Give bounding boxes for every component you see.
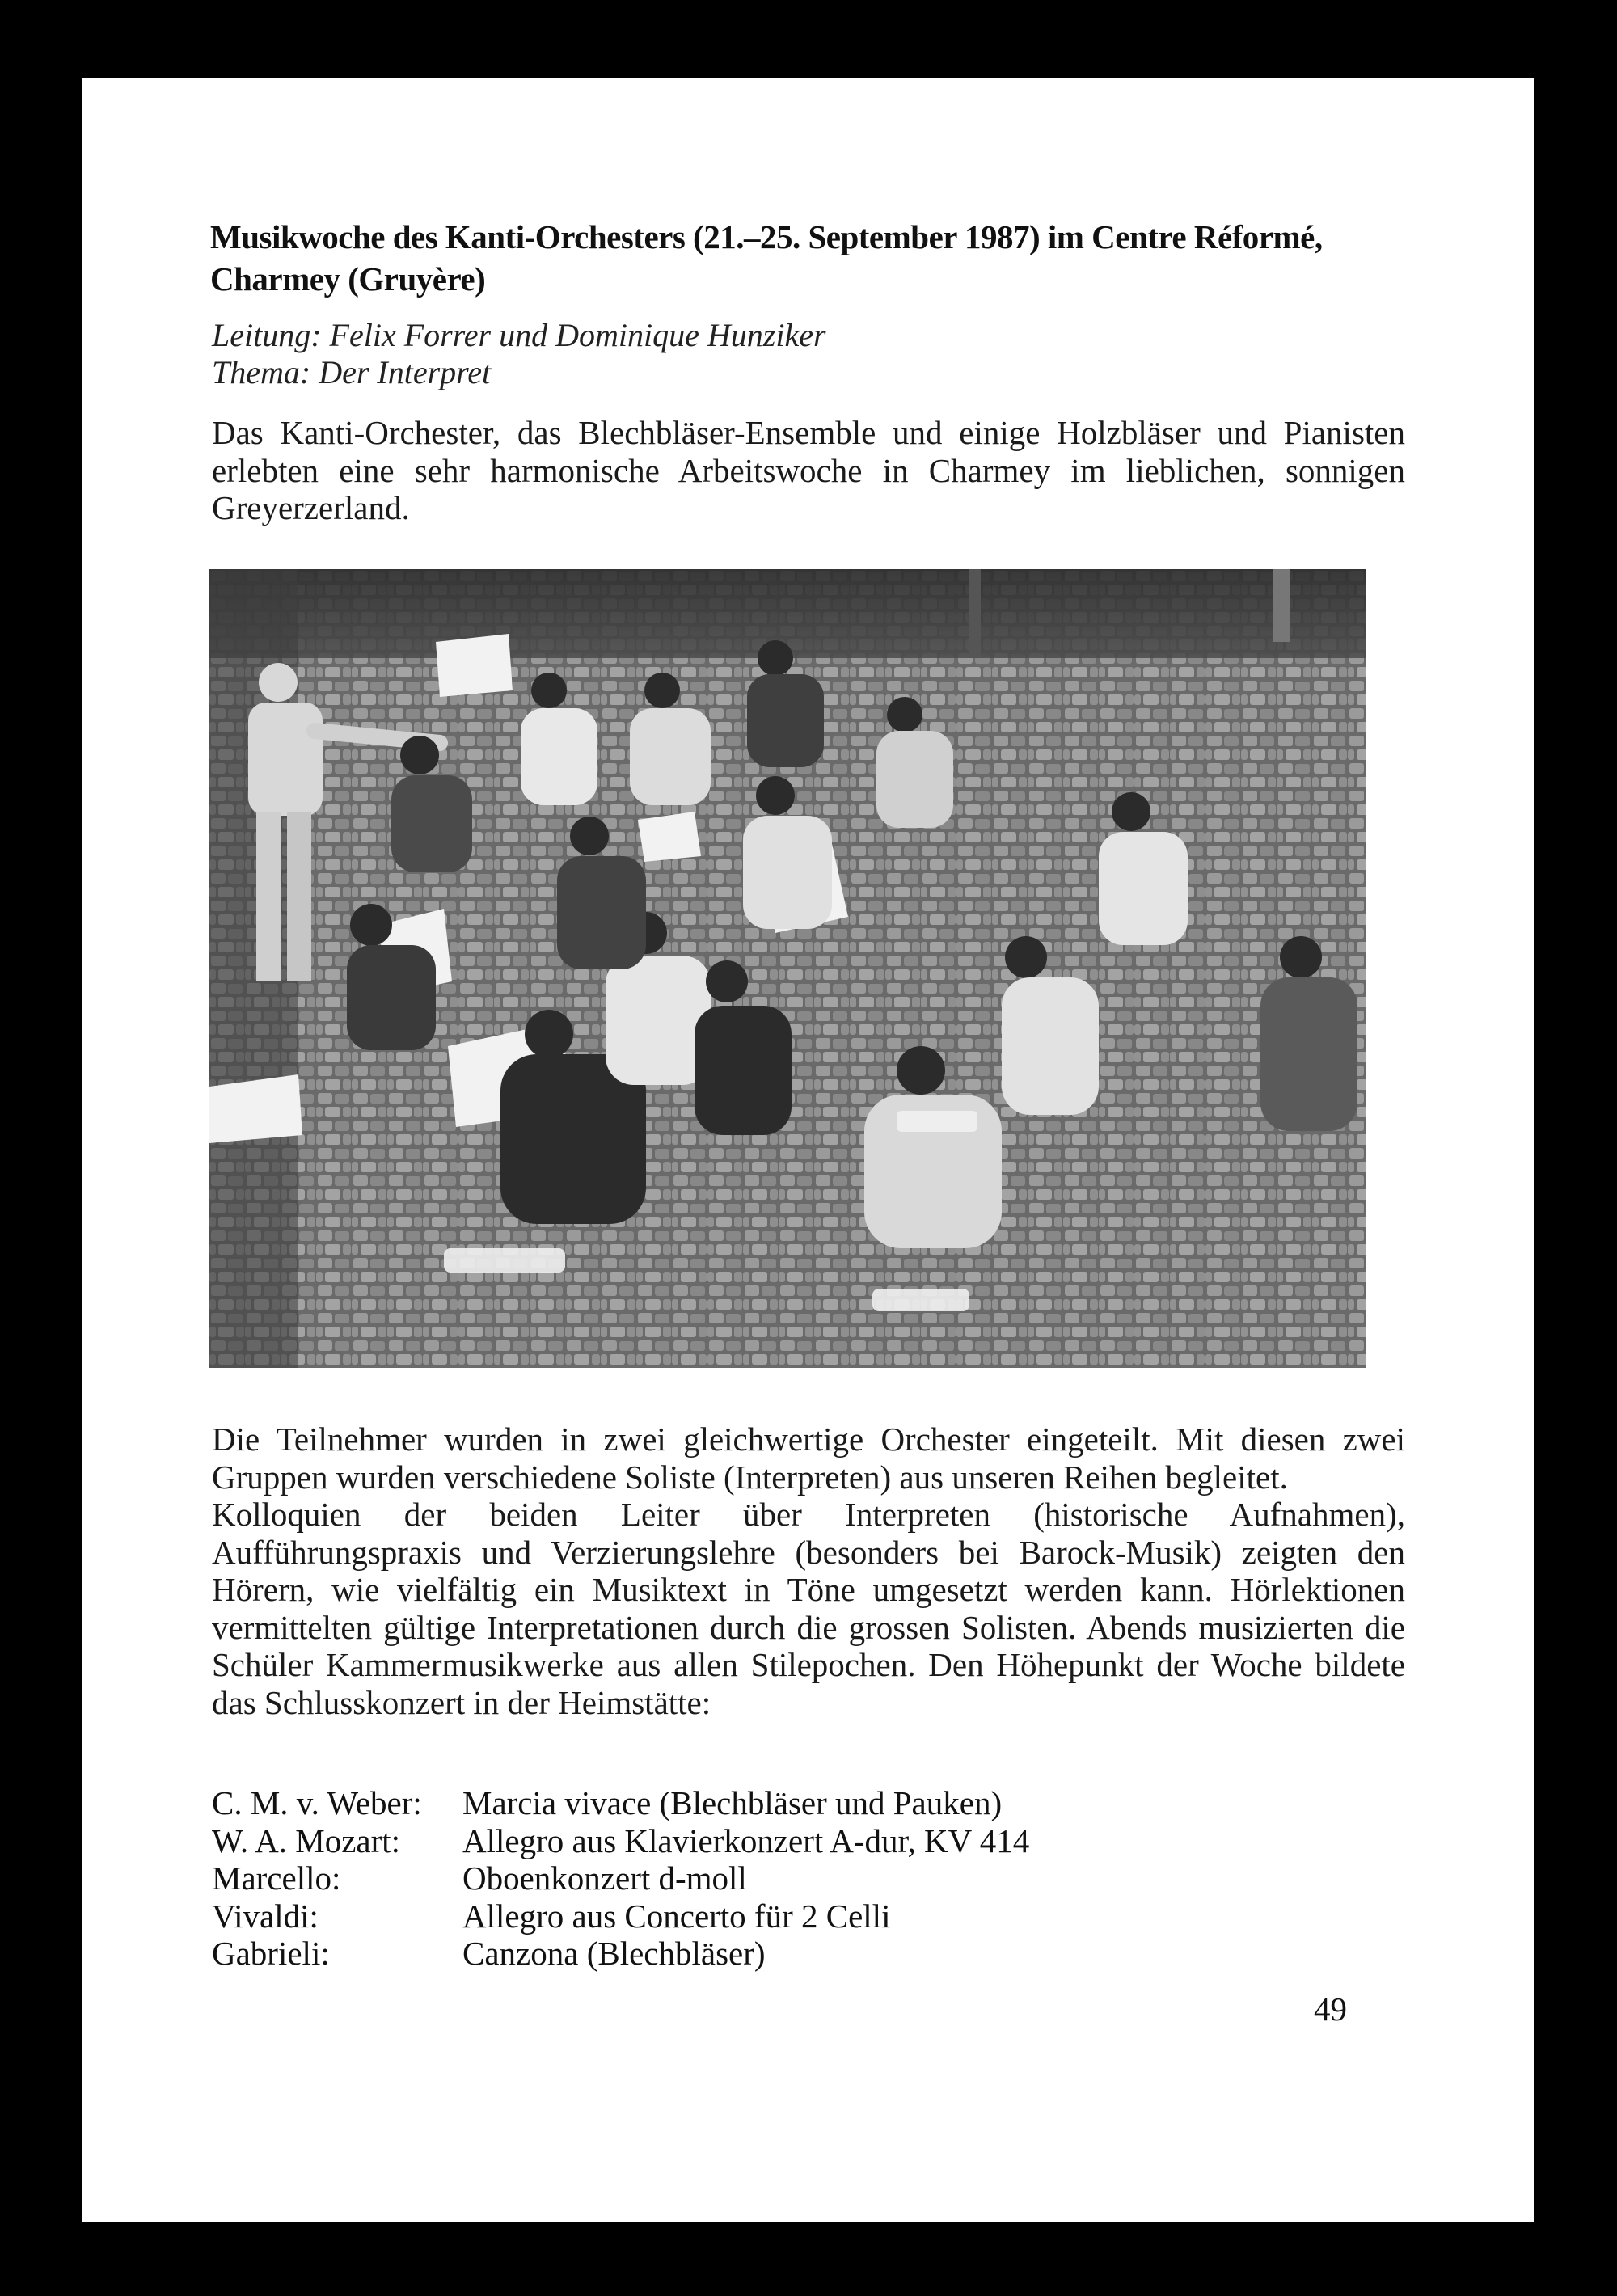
- program-row: [212, 1859, 1029, 1897]
- composer: Marcello:: [212, 1859, 341, 1897]
- composer: W. A. Mozart:: [212, 1821, 401, 1859]
- page-number: 49: [1314, 1990, 1347, 2028]
- composer: Vivaldi:: [212, 1897, 319, 1935]
- intro-paragraph: Das Kanti-Orchester, das Blechbläser-Ensemble und einige Holzbläser und Pianisten erlebten eine sehr harmonische Arbeitswoche in Charmey im lieblichen, sonnigen Greyerzerland.: [212, 414, 1405, 526]
- program-row: [212, 1897, 1029, 1935]
- work: Marcia vivace (Blechbläser und Pauken): [462, 1784, 1003, 1821]
- work: Canzona (Blechbläser): [462, 1935, 766, 1972]
- composer: C. M. v. Weber:: [212, 1784, 422, 1821]
- program-row: [212, 1822, 1029, 1860]
- work: Oboenkonzert d-moll: [462, 1859, 747, 1897]
- concert-program: [212, 1784, 1029, 1973]
- leitung-line: Leitung: Felix Forrer und Dominique Hunziker: [212, 317, 826, 353]
- paragraph: Kolloquien der beiden Leiter über Interpreten (historische Aufnahmen), Aufführungspraxis und Verzierungslehre (besonders bei Barock-Musik) zeigten den Hörern, wie vielfältig ein Musiktext in Töne umgesetzt werden kann. Hörlektionen vermittelten gültige Interpretationen durch die grossen Solisten. Abends musizierten die Schüler Kammermusikwerke aus allen Stilepochen. Den Höhepunkt der Woche bildete das Schlusskonzert in der Heimstätte:: [212, 1496, 1405, 1721]
- work: Allegro aus Klavierkonzert A-dur, KV 414: [462, 1821, 1030, 1859]
- article-meta: [212, 317, 1408, 391]
- body-text: [212, 1420, 1405, 1721]
- program-row: [212, 1784, 1029, 1822]
- thema-line: Thema: Der Interpret: [212, 354, 492, 390]
- composer: Gabrieli:: [212, 1935, 330, 1972]
- program-row: [212, 1935, 1029, 1973]
- orchestra-photo-illustration: [209, 569, 1366, 1368]
- article-title: Musikwoche des Kanti-Orchesters (21.–25. September 1987) im Centre Réformé, Charmey (Gruyère): [210, 218, 1323, 298]
- page: [82, 78, 1534, 2222]
- orchestra-photo: [209, 569, 1366, 1368]
- work: Allegro aus Concerto für 2 Celli: [462, 1897, 891, 1935]
- paragraph: Die Teilnehmer wurden in zwei gleichwertige Orchester eingeteilt. Mit diesen zwei Gruppen wurden verschiedene Soliste (Interpreten) aus unseren Reihen begleitet.: [212, 1420, 1405, 1496]
